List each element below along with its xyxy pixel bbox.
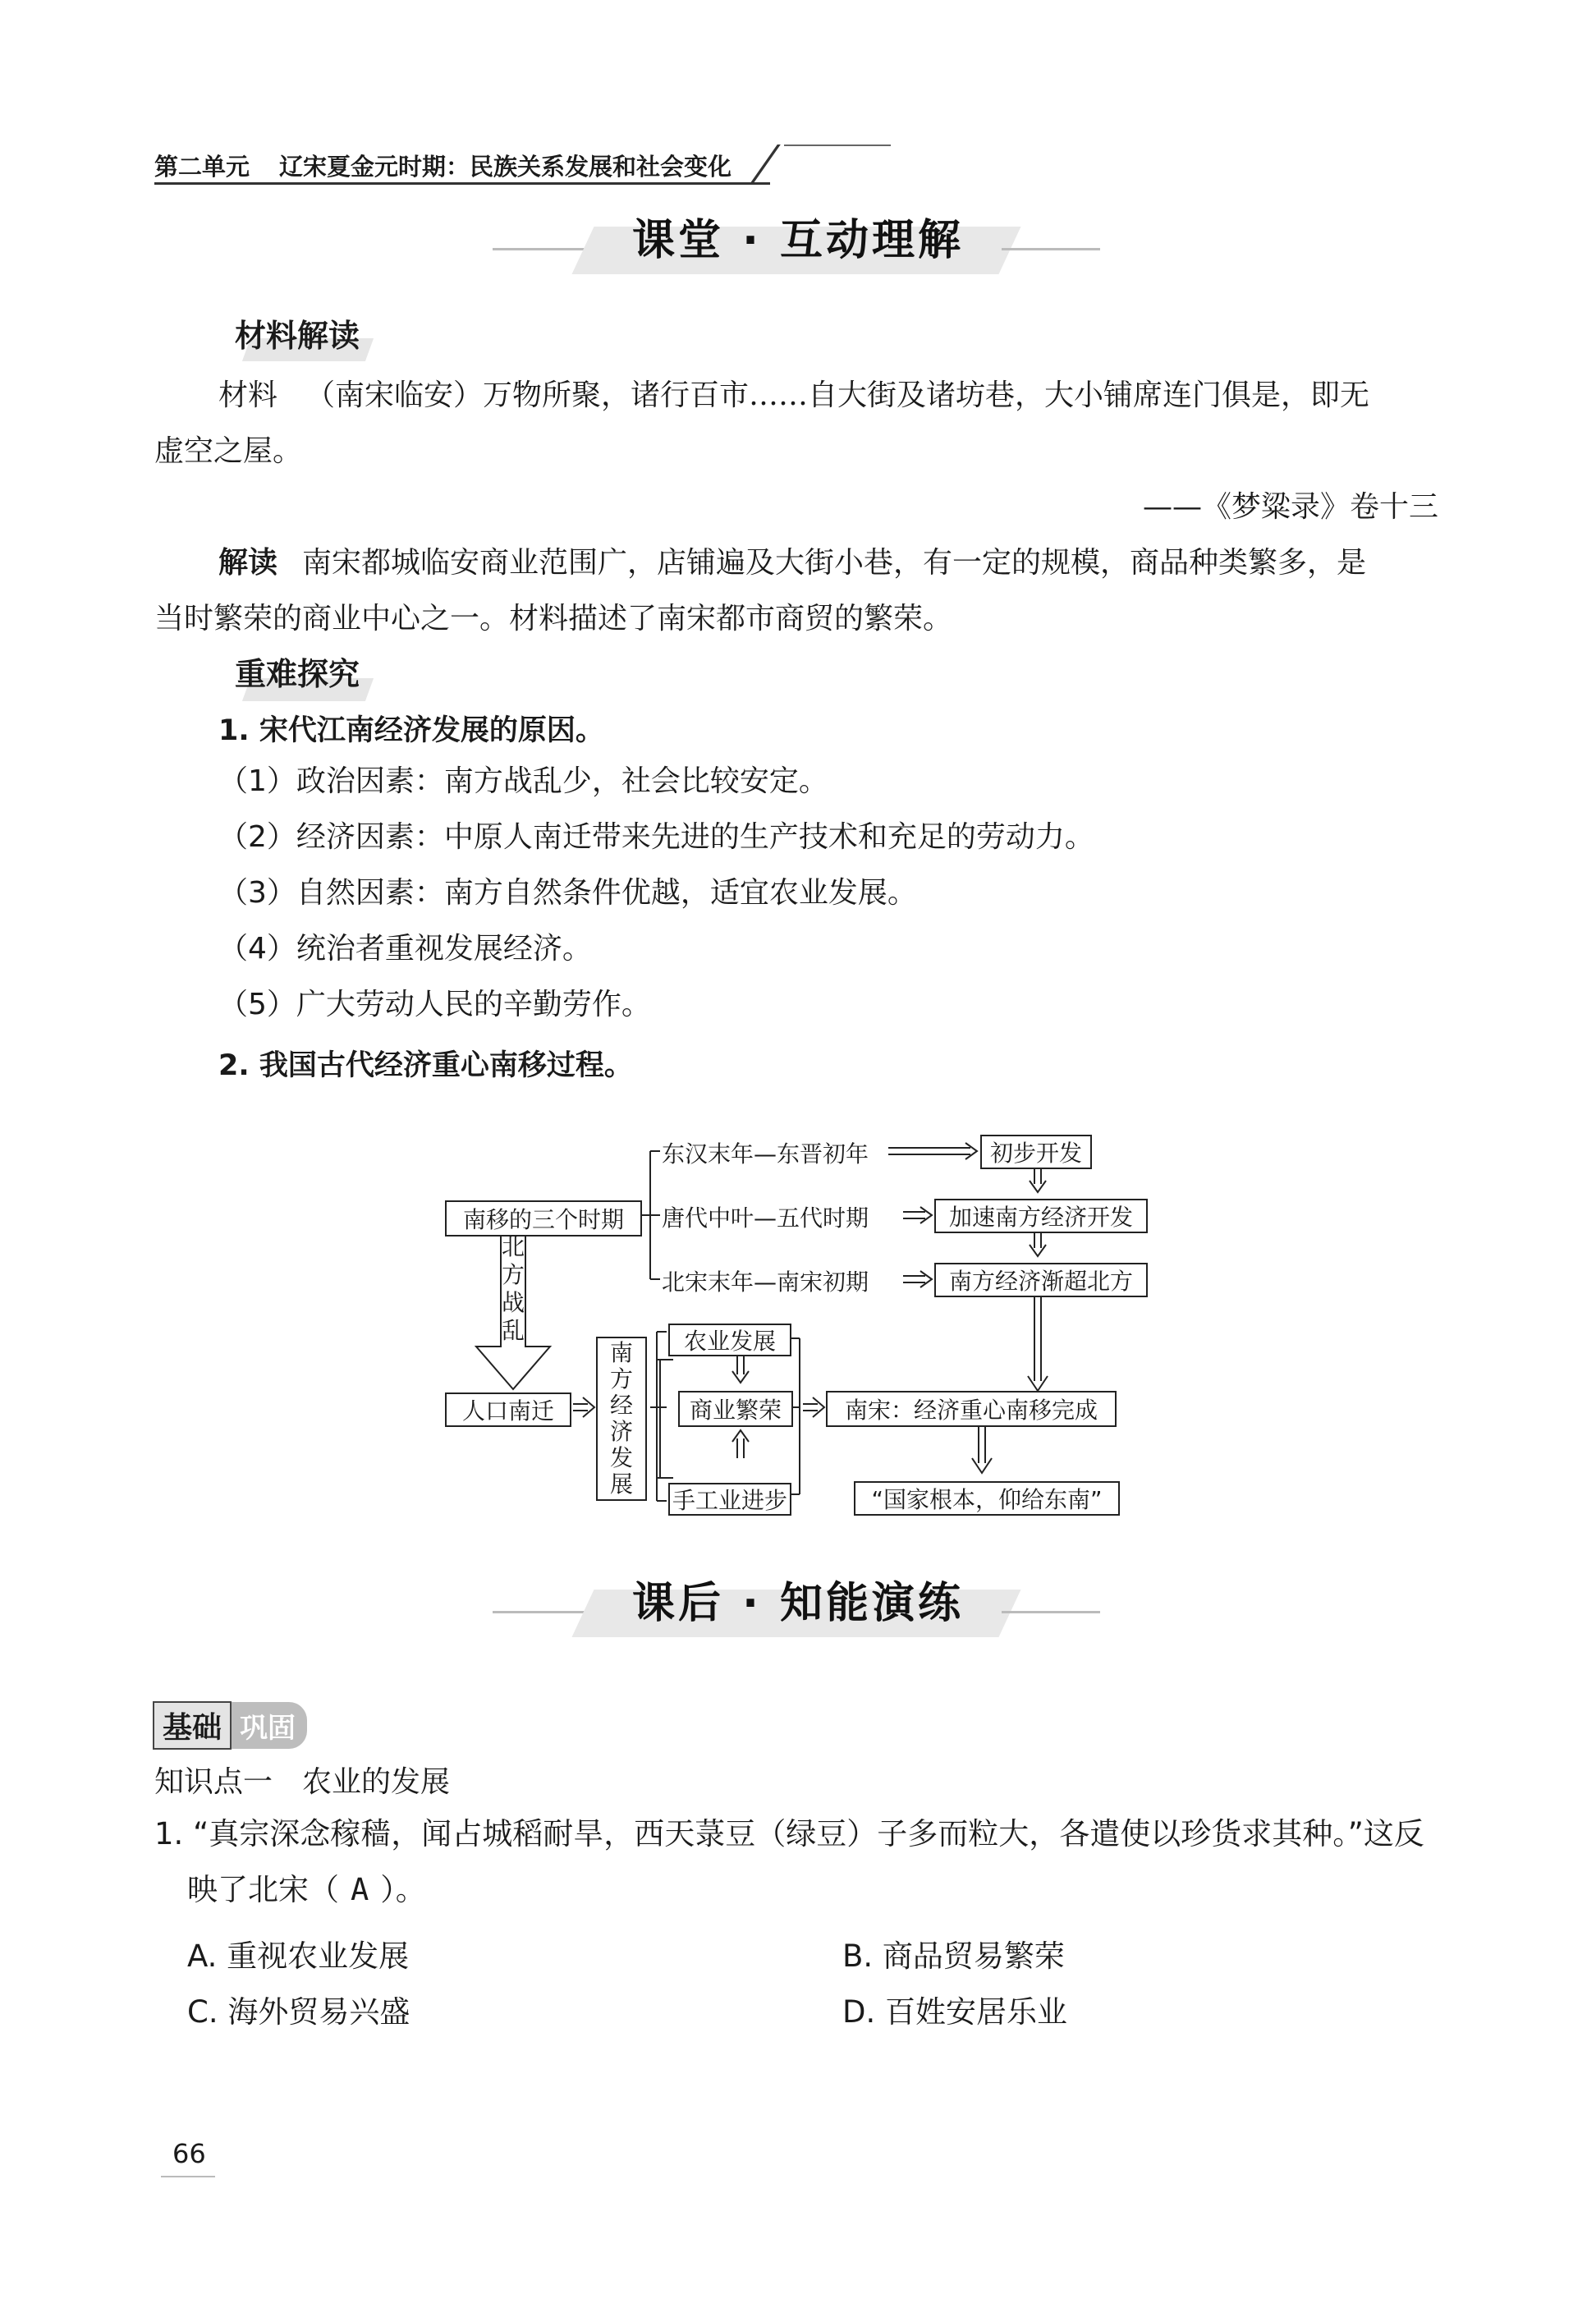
period-3-text: 北宋末年—南宋初期 xyxy=(662,1269,869,1296)
question-1-line-1: 1. “真宗深念稼穑，闻占城稻耐旱，西天菉豆（绿豆）子多而粒大，各遣使以珍货求其种。”这反 xyxy=(154,1816,1424,1851)
material-source: ——《梦粱录》卷十三 xyxy=(1142,490,1438,524)
three-periods-box: 南移的三个时期 xyxy=(445,1200,642,1236)
question-1-answer: A xyxy=(351,1872,369,1907)
southern-song-box: 南宋：经济重心南移完成 xyxy=(826,1391,1117,1427)
question-1-stem-end: 映了北宋（ xyxy=(187,1872,339,1907)
section-title: 课堂 · 互动理解 xyxy=(632,216,964,265)
reason-2: （2）经济因素：中原人南迁带来先进的生产技术和充足的劳动力。 xyxy=(218,820,1094,854)
material-line-1: （南宋临安）万物所聚，诸行百市……自大街及诸坊巷，大小铺席连门俱是，即无 xyxy=(305,379,1370,412)
page-number: 66 xyxy=(172,2138,206,2169)
section-title: 课后 · 知能演练 xyxy=(632,1579,964,1628)
result-1-box: 初步开发 xyxy=(980,1135,1092,1169)
option-c[interactable]: C. 海外贸易兴盛 xyxy=(187,1994,410,2030)
header-rule xyxy=(154,182,770,185)
material-line-2: 虚空之屋。 xyxy=(154,434,303,468)
interpretation-line-1: 南宋都城临安商业范围广，店铺遍及大街小巷，有一定的规模，商品种类繁多，是 xyxy=(302,546,1367,580)
section-banner-classroom xyxy=(493,197,1100,304)
reason-5: （5）广大劳动人民的辛勤劳作。 xyxy=(218,988,651,1021)
page-number-rule xyxy=(161,2176,215,2177)
handicraft-box: 手工业进步 xyxy=(668,1483,791,1516)
option-b[interactable]: B. 商品贸易繁荣 xyxy=(842,1938,1065,1974)
material-reading-heading: 材料解读 xyxy=(235,318,360,354)
key-points-heading: 重难探究 xyxy=(235,656,360,692)
reason-1: （1）政治因素：南方战乱少，社会比较安定。 xyxy=(218,764,828,798)
badge-consolidate: 巩固 xyxy=(232,1702,307,1749)
interpretation-paragraph xyxy=(218,535,1366,591)
diagram-connectors xyxy=(435,1117,1174,1544)
period-1-text: 东汉末年—东晋初年 xyxy=(662,1140,869,1168)
option-a[interactable]: A. 重视农业发展 xyxy=(187,1938,410,1974)
badge-basics: 基础 xyxy=(153,1701,232,1750)
saying-box: “国家根本，仰给东南” xyxy=(854,1481,1120,1516)
question-1-title: 1. 宋代江南经济发展的原因。 xyxy=(218,714,604,747)
reason-4: （4）统治者重视发展经济。 xyxy=(218,932,592,966)
economic-shift-diagram xyxy=(435,1117,1174,1544)
migration-box: 人口南迁 xyxy=(445,1392,571,1427)
result-2-box: 加速南方经济开发 xyxy=(934,1199,1148,1233)
material-paragraph xyxy=(218,368,1369,424)
agriculture-box: 农业发展 xyxy=(668,1324,791,1356)
question-1-line-2 xyxy=(187,1862,426,1918)
knowledge-point-title: 知识点一 农业的发展 xyxy=(154,1765,451,1799)
option-d[interactable]: D. 百姓安居乐业 xyxy=(842,1994,1068,2030)
material-label: 材料 xyxy=(218,379,278,412)
result-3-box: 南方经济渐超北方 xyxy=(934,1263,1148,1297)
south-economy-box: 南方经济发展 xyxy=(596,1337,647,1501)
war-label: 北方战乱 xyxy=(501,1233,525,1344)
interpretation-line-2: 当时繁荣的商业中心之一。材料描述了南宋都市商贸的繁荣。 xyxy=(154,602,953,635)
section-banner-practice xyxy=(493,1560,1100,1667)
unit-label: 第二单元 xyxy=(154,153,250,181)
question-2-title: 2. 我国古代经济重心南移过程。 xyxy=(218,1049,633,1082)
commerce-box: 商业繁荣 xyxy=(678,1391,793,1427)
interpretation-label: 解读 xyxy=(218,546,278,580)
unit-title: 辽宋夏金元时期：民族关系发展和社会变化 xyxy=(279,153,732,181)
header-slant xyxy=(750,145,805,184)
period-2-text: 唐代中叶—五代时期 xyxy=(662,1204,869,1232)
header-rule-extension xyxy=(784,145,891,146)
reason-3: （3）自然因素：南方自然条件优越，适宜农业发展。 xyxy=(218,876,917,910)
page-header xyxy=(154,138,732,182)
question-1-closing: ）。 xyxy=(380,1872,426,1907)
basics-badge xyxy=(153,1701,307,1750)
